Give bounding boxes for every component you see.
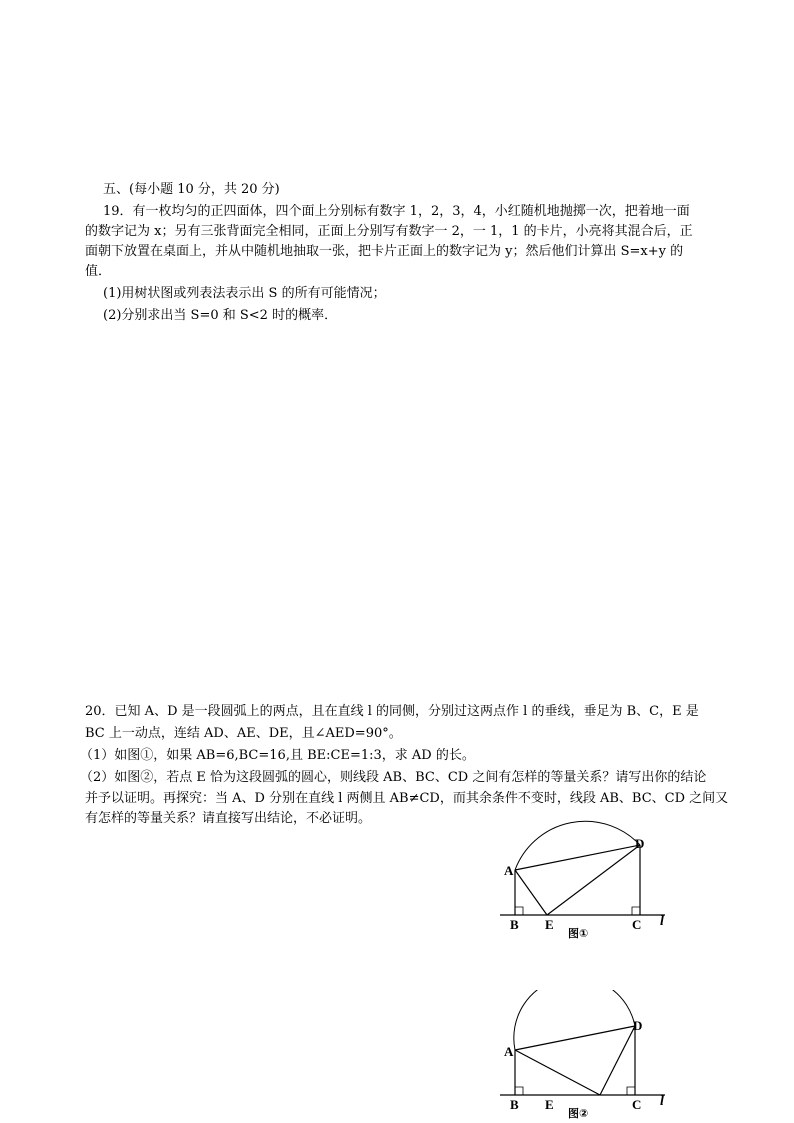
figure-1-segment-ae [515,870,547,915]
q19-line-1: 19．有一枚均匀的正四面体，四个面上分别标有数字 1，2，3，4，小红随机地抛掷一次，把着地一面 [103,204,690,219]
figure-1-label-c: C [632,917,642,932]
figure-1-right-angle-c [632,907,640,915]
figure-2 [490,990,690,1120]
q19-sub-question-2: (2)分别求出当 S=0 和 S<2 时的概率． [103,308,338,323]
figure-2-arc [514,990,635,1050]
figure-1-label-e: E [545,917,554,932]
figure-1-arc [515,821,640,870]
q20-line-4: （2）如图②，若点 E 恰为这段圆弧的圆心，则线段 AB、BC、CD 之间有怎样的等量关系？请写出你的结论 [80,770,707,785]
figure-2-label-a: A [504,1044,514,1059]
q19-line-3: 面朝下放置在桌面上，并从中随机地抽取一张，把卡片正面上的数字记为 y；然后他们计算出 S=x+y 的 [85,244,684,259]
figure-2-label-c: C [632,1097,642,1112]
section-heading: 五、(每小题 10 分，共 20 分) [103,182,280,197]
q20-line-1: 20．已知 A、D 是一段圆弧上的两点，且在直线 l 的同侧，分别过这两点作 l 的垂线，垂足为 B、C，E 是 [85,704,699,719]
figure-1-label-a: A [504,863,514,878]
q20-line-2: BC 上一动点，连结 AD、AE、DE，且∠AED=90°。 [85,726,402,741]
q20-line-3: （1）如图①，如果 AB=6,BC=16,且 BE:CE=1:3，求 AD 的长。 [80,748,475,763]
q20-line-5: 并予以证明。再探究：当 A、D 分别在直线 l 两侧且 AB≠CD，而其余条件不变时，线段 AB、BC、CD 之间又 [85,791,729,806]
figure-2-label-l: l [660,1094,664,1109]
figure-1-label-l: l [660,914,664,929]
figure-1-segment-ad [515,845,640,870]
figure-2-right-angle-c [627,1087,635,1095]
q20-line-6: 有怎样的等量关系？请直接写出结论，不必证明。 [85,811,372,826]
figure-2-caption: 图② [568,1107,589,1120]
figure-2-label-e: E [545,1097,554,1112]
figure-1-label-d: D [635,836,645,851]
figure-2-segment-ad [515,1026,635,1050]
figure-1-right-angle-b [515,907,523,915]
figure-2-label-b: B [510,1097,519,1112]
q19-line-4: 值． [85,264,112,279]
figure-1-label-b: B [510,917,519,932]
figure-2-label-d: D [633,1018,643,1033]
q19-sub-question-1: (1)用树状图或列表法表示出 S 的所有可能情况； [103,286,386,301]
figure-1 [490,815,690,940]
figure-2-segment-de [600,1026,635,1095]
figure-2-right-angle-b [515,1087,523,1095]
figure-2-segment-ae [515,1050,600,1095]
figure-1-caption: 图① [568,927,589,940]
q19-line-2: 的数字记为 x；另有三张背面完全相同，正面上分别写有数字一 2，一 1，1 的卡片，小亮将其混合后，正 [85,224,693,239]
figure-1-segment-de [547,845,640,915]
